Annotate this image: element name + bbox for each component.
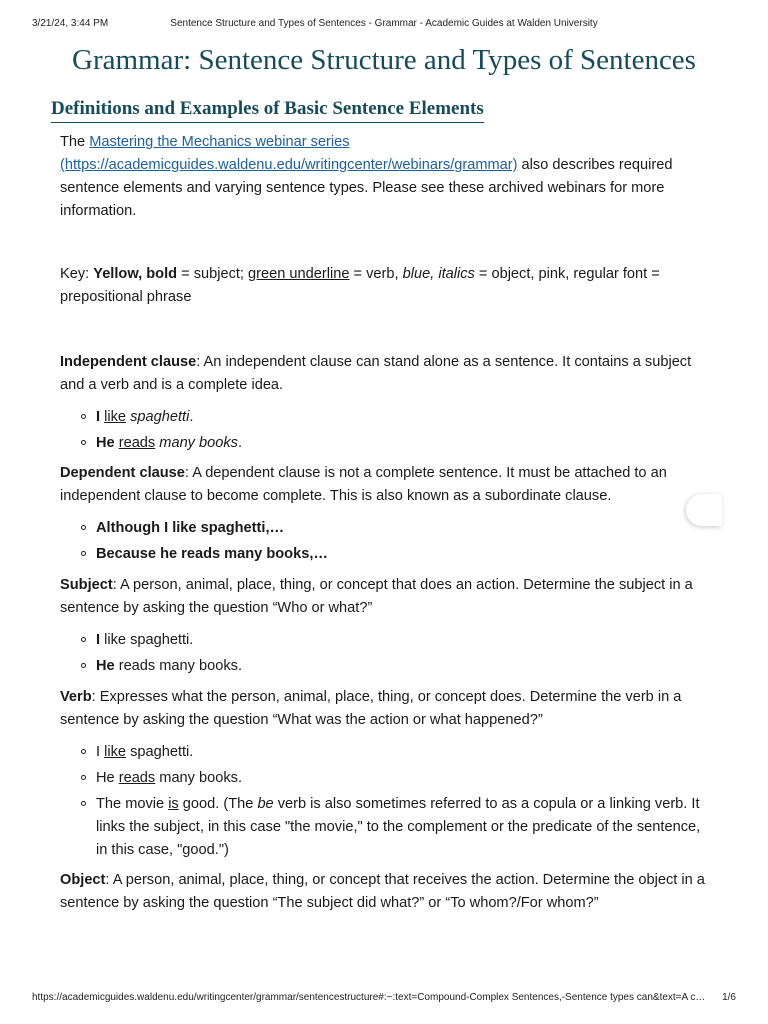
key-subject-def: = subject; [177,266,249,282]
dependent-clause-definition [60,462,710,508]
list-item: He reads many books. [60,655,710,678]
list-item: I like spaghetti. [60,741,710,764]
article-content [60,131,710,915]
list-item: I like spaghetti. [60,629,710,652]
hollow-bullet-icon [81,440,86,445]
key-subject-term: Yellow, bold [93,266,178,282]
hollow-bullet-icon [81,801,86,806]
hollow-bullet-icon [81,663,86,668]
verb-text: : Expresses what the person, animal, place, thing, or concept does. Determine the verb in a sentence by asking the question “What was the action or what happened?” [60,689,682,728]
subject-text: : A person, animal, place, thing, or concept that does an action. Determine the subject in a sentence by asking the question “Who or what?” [60,577,693,616]
webinar-link-url: (https://academicguides.waldenu.edu/writingcenter/webinars/grammar) [60,157,518,173]
object-text: : A person, animal, place, thing, or concept that receives the action. Determine the object in a sentence by asking the question “The subject did what?” or “To whom?/For whom?” [60,872,705,911]
independent-clause-text: : An independent clause can stand alone as a sentence. It contains a subject and a verb and is a complete idea. [60,354,692,393]
list-item: I like spaghetti. [60,406,710,429]
hollow-bullet-icon [81,414,86,419]
section-heading: Definitions and Examples of Basic Sentence Elements [51,98,484,123]
print-footer [32,992,736,1004]
key-object-term: blue, italics [402,266,475,282]
independent-clause-examples [60,406,710,455]
subject-examples [60,629,710,678]
print-url: https://academicguides.waldenu.edu/writingcenter/grammar/sentencestructure#:~:text=Compound-Complex Sentences,-Sentence types can&text=A c… [32,992,706,1003]
side-feedback-tab[interactable] [686,494,722,526]
list-item: He reads many books. [60,767,710,790]
webinar-link-text: Mastering the Mechanics webinar series [89,134,350,150]
subject-definition [60,574,710,620]
object-term: Object [60,872,106,888]
hollow-bullet-icon [81,551,86,556]
verb-examples [60,741,710,862]
independent-clause-term: Independent clause [60,354,197,370]
hollow-bullet-icon [81,749,86,754]
key-verb-def: = verb, [349,266,403,282]
hollow-bullet-icon [81,525,86,530]
key-label: Key: [60,266,94,282]
hollow-bullet-icon [81,775,86,780]
color-key-paragraph [60,263,710,309]
verb-definition [60,686,710,732]
print-document-title: Sentence Structure and Types of Sentences - Grammar - Academic Guides at Walden University [170,18,598,29]
key-verb-term: green underline [248,266,350,282]
intro-prefix: The [60,134,90,150]
print-datetime: 3/21/24, 3:44 PM [32,18,109,29]
page-title: Grammar: Sentence Structure and Types of Sentences [72,44,696,76]
intro-suffix: also describes required sentence elements and varying sentence types. Please see these archived webinars for more information. [60,157,673,219]
webinar-series-link[interactable] [60,134,518,173]
hollow-bullet-icon [81,637,86,642]
key-object-def: = object, pink, regular font = prepositional phrase [60,266,660,305]
object-definition [60,869,710,915]
page-number: 1/6 [722,992,736,1003]
dependent-clause-term: Dependent clause [60,465,185,481]
list-item: Because he reads many books,… [60,543,710,566]
list-item: He reads many books. [60,432,710,455]
list-item: The movie is good. (The be verb is also sometimes referred to as a copula or a linking verb. It links the subject, in this case "the movie," to the complement or the predicate of the sentence, in this case, "good.") [60,793,710,862]
dependent-clause-examples [60,517,710,566]
dependent-clause-text: : A dependent clause is not a complete sentence. It must be attached to an independent clause to become complete. This is also known as a subordinate clause. [60,465,667,504]
independent-clause-definition [60,351,710,397]
verb-term: Verb [60,689,92,705]
subject-term: Subject [60,577,113,593]
intro-paragraph [60,131,710,223]
list-item: Although I like spaghetti,… [60,517,710,540]
